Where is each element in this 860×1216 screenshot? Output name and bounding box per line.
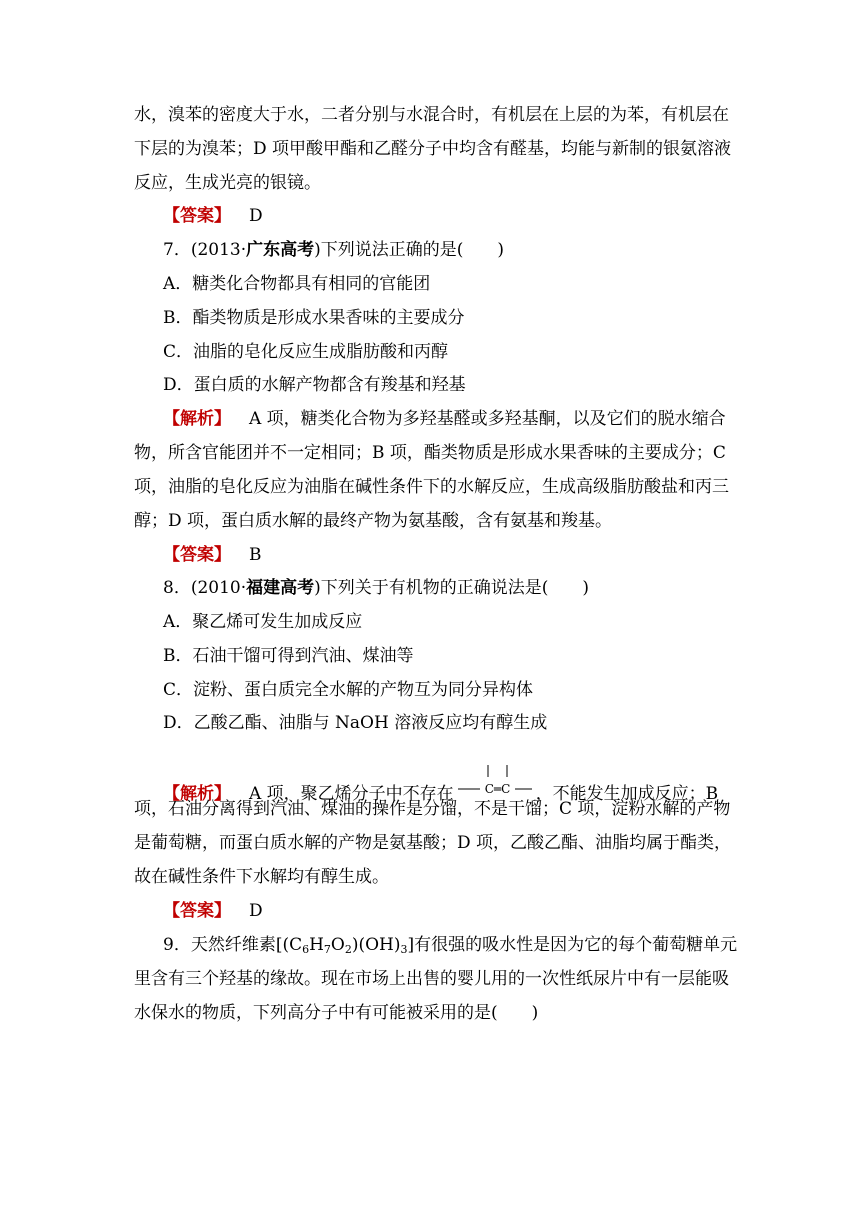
q8-analysis-line-1: 【解析】 A 项，聚乙烯分子中不存在 C═C ，不能发生加成反应；B [163,763,718,806]
structure-atoms: C═C [484,782,510,796]
q7-option-a: A．糖类化合物都具有相同的官能团 [163,274,431,294]
q7-answer-value: B [249,545,262,565]
answer-tag: 【答案】 [163,901,231,921]
q9-stem-line-3: 水保水的物质，下列高分子中有可能被采用的是( ) [134,1003,539,1023]
q6-analysis-line-3: 反应，生成光亮的银镜。 [134,173,321,193]
q8-option-c: C．淀粉、蛋白质完全水解的产物互为同分异构体 [163,680,534,700]
q7-option-b: B．酯类物质是形成水果香味的主要成分 [163,308,465,328]
q6-answer-line [163,204,263,228]
q8-option-b: B．石油干馏可得到汽油、煤油等 [163,646,414,666]
q9-stem-line-2: 里含有三个羟基的缘故。现在市场上出售的婴儿用的一次性纸尿片中有一层能吸 [134,969,729,989]
q8-option-a: A．聚乙烯可发生加成反应 [163,612,363,632]
q8-stem: 8．(2010·福建高考)下列关于有机物的正确说法是( ) [163,578,590,598]
q8-source: 福建高考 [246,578,315,598]
answer-tag: 【答案】 [163,206,231,226]
q7-option-c: C．油脂的皂化反应生成脂肪酸和丙醇 [163,342,449,362]
q7-stem: 7．(2013·广东高考)下列说法正确的是( ) [163,240,505,260]
q8-analysis-line-3: 是葡萄糖，而蛋白质水解的产物是氨基酸；D 项，乙酸乙酯、油脂均属于酯类， [134,833,732,853]
q7-analysis-line-3: 项，油脂的皂化反应为油脂在碱性条件下的水解反应，生成高级脂肪酸盐和丙三 [134,477,729,497]
answer-tag: 【答案】 [163,545,231,565]
q7-answer-line [163,543,262,567]
q7-analysis-line-1: 【解析】 A 项，糖类化合物为多羟基醛或多羟基酮，以及它们的脱水缩合 [163,409,726,429]
q7-option-d: D．蛋白质的水解产物都含有羧基和羟基 [163,375,466,395]
q8-answer-value: D [249,901,263,921]
q8-analysis-line-2: 项，石油分离得到汽油、煤油的操作是分馏，不是干馏；C 项，淀粉水解的产物 [134,799,731,819]
q8-option-d: D．乙酸乙酯、油脂与 NaOH 溶液反应均有醇生成 [163,713,548,733]
q8-analysis-line-4: 故在碱性条件下水解均有醇生成。 [134,867,389,887]
analysis-tag: 【解析】 [163,784,231,804]
q6-analysis-line-2: 下层的为溴苯；D 项甲酸甲酯和乙醛分子中均含有醛基，均能与新制的银氨溶液 [134,139,732,159]
analysis-tag: 【解析】 [163,409,231,429]
q7-analysis-line-2: 物，所含官能团并不一定相同；B 项，酯类物质是形成水果香味的主要成分；C [134,443,726,463]
q9-stem-line-1: 9．天然纤维素$[(C_6H_7O_2)(OH)_3]$有很强的吸水性是因为它的每个葡萄糖单元 [163,935,738,956]
q7-source: 广东高考 [246,240,315,260]
q6-answer-value: D [249,206,263,226]
q7-analysis-line-4: 醇；D 项，蛋白质水解的最终产物为氨基酸，含有氨基和羧基。 [134,511,613,531]
q8-answer-line [163,899,263,923]
q6-analysis-line-1: 水，溴苯的密度大于水，二者分别与水混合时，有机层在上层的为苯，有机层在 [134,105,729,125]
